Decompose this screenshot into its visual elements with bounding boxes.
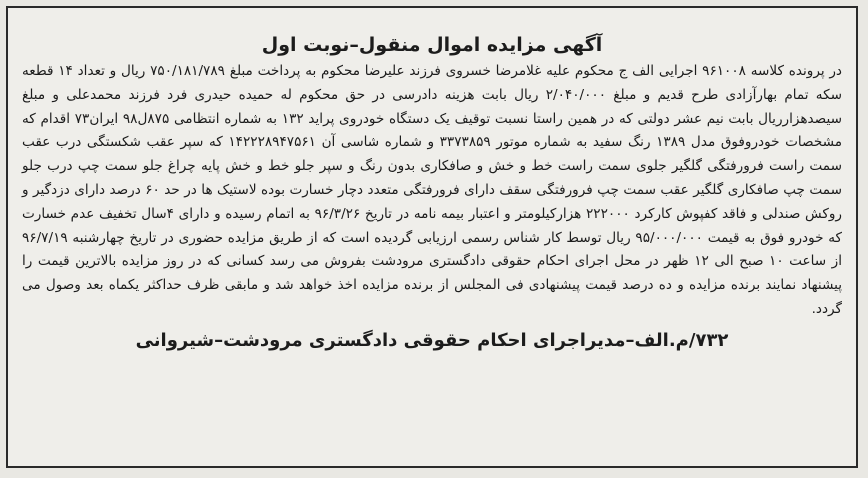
notice-body: در پرونده کلاسه ۹۶۱۰۰۸ اجرایی الف ج محکوم علیه غلامرضا خسروی فرزند علیرضا محکوم به پرداخت مبلغ ۷۵۰/۱۸۱/۷۸۹ ریال و تعداد ۱۴ قطعه سکه تمام بهارآزادی طرح قدیم و مبلغ ۲/۰۴۰/۰۰۰ ریال بابت هزینه دادرسی در حق محکوم له حمیده حیدری فرد فرزند محمدعلی و مبلغ سیصدهزارریال بابت نیم عشر دولتی که در همین راستا نسبت توقیف یک دستگاه خودروی پراید ۱۳۲ به شماره انتظامی ۸۷۵ل۹۸ ایران۷۳ اقدام که مشخصات خودروفوق مدل ۱۳۸۹ رنگ سفید به شماره موتور ۳۳۷۳۸۵۹ و شماره شاسی آن ۱۴۲۲۲۸۹۴۷۵۶۱ که سپر عقب شکستگی درب عقب سمت راست فرورفتگی گلگیر جلوی سمت راست خط و خش و صافکاری بدون رنگ و سپر جلو خط و خش پایه چراغ جلو سمت چپ درب جلو سمت چپ صافکاری گلگیر عقب سمت چپ فرورفتگی سقف دارای فرورفتگی متعدد دچار خسارت بوده لاستیک ها در حد ۶۰ درصد دارای دزدگیر و روکش صندلی و فاقد کفپوش کارکرد ۲۲۲۰۰۰ هزارکیلومتر و اعتبار بیمه نامه در تاریخ ۹۶/۳/۲۶ به اتمام رسیده و دارای ۴سال تخفیف عدم خسارت که خودرو فوق به قیمت ۹۵/۰۰۰/۰۰۰ ریال توسط کار شناس رسمی ارزیابی گردیده است که از طریق مزایده حضوری در تاریخ چهارشنبه ۹۶/۷/۱۹ از ساعت ۱۰ صبح الی ۱۲ ظهر در محل اجرای احکام حقوقی دادگستری مرودشت بفروش می رسد کسانی که در روز مزایده بالاترین قیمت را پیشنهاد نمایند برنده مزایده و ده درصد قیمت پیشنهادی فی المجلس از برنده مزایده اخذ خواهد شد و مابقی ظرف حداکثر یکماه بعد وصول می گردد. <box>22 63 843 317</box>
notice-title: آگهی مزایده اموال منقول–نوبت اول <box>261 34 603 56</box>
notice-signature: ۷۳۲/م.الف–مدیراجرای احکام حقوقی دادگستری مرودشت–شیروانی <box>135 329 729 351</box>
notice-box <box>6 6 858 468</box>
